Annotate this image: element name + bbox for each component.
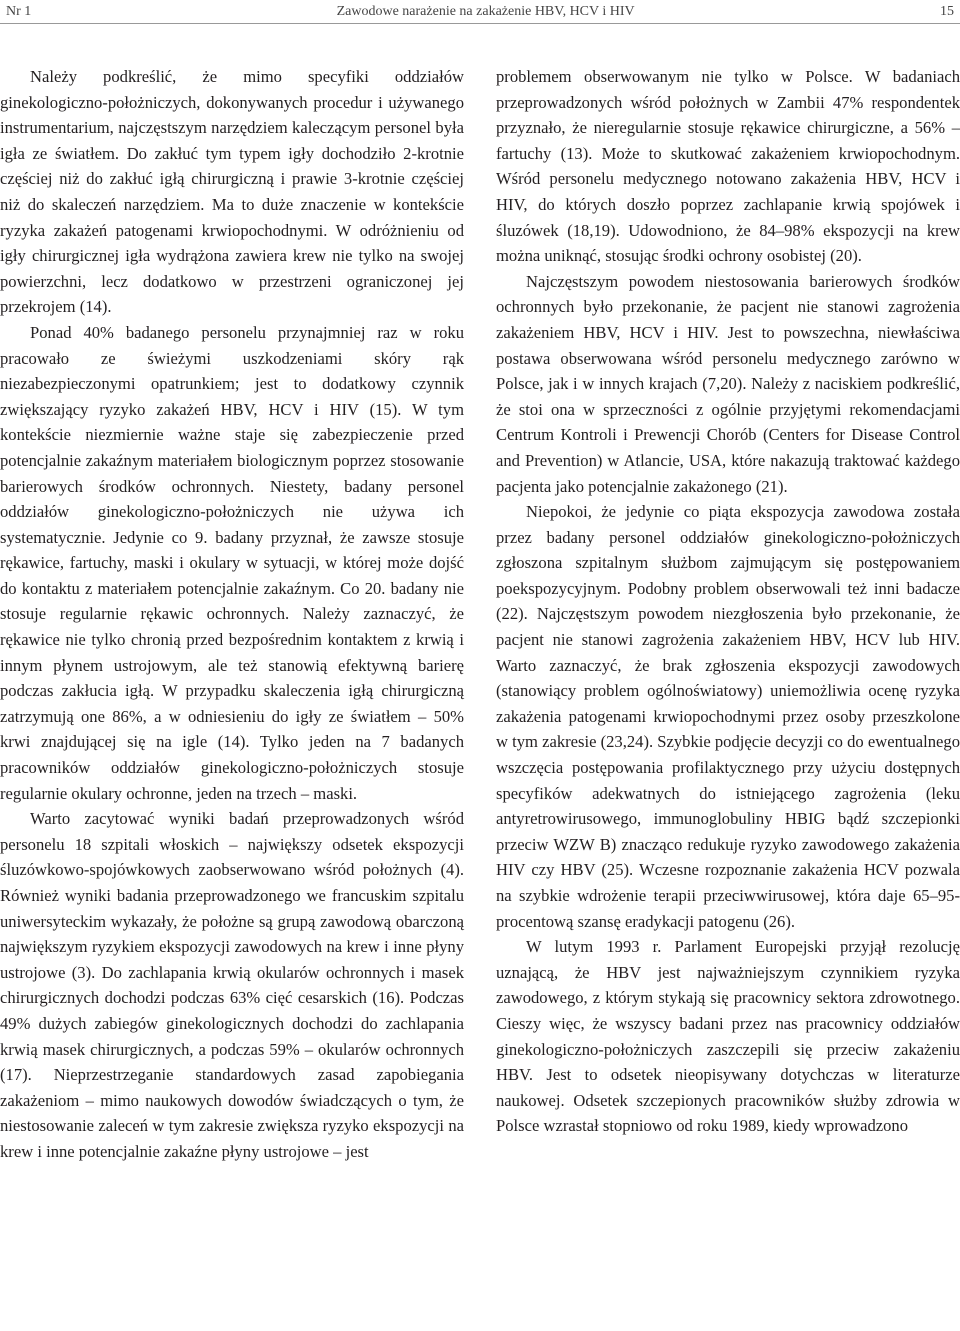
running-header [0, 0, 960, 24]
running-title: Zawodowe narażenie na zakażenie HBV, HCV i HIV [336, 3, 635, 19]
paragraph: Warto zacytować wyniki badań przeprowadzonych wśród personelu 18 szpitali włoskich – największy odsetek ekspozycji śluzówkowo-spojówkowych zaobserwowano wśród położnych (4). Również wyniki badania przeprowadzonego we francuskim szpitalu uniwersyteckim wykazały, że położne są grupą zawodową obarczoną największym ryzykiem ekspozycji zawodowych na krew i inne płyny ustrojowe (3). Do zachlapania krwią okularów ochronnych i masek chirurgicznych dochodzi podczas 63% cięć cesarskich (16). Podczas 49% dużych zabiegów ginekologicznych dochodzi do zachlapania krwią masek chirurgicznych, a podczas 59% – okularów ochronnych (17). Nieprzestrzeganie standardowych zasad zapobiegania zakażeniom – mimo naukowych dowodów świadczących o tym, że niestosowanie zaleceń w tym zakresie zwiększa ryzyko ekspozycji na krew i inne potencjalnie zakaźne płyny ustrojowe – jest [0, 809, 464, 1161]
paragraph: Najczęstszym powodem niestosowania barierowych środków ochronnych było przekonanie, że pacjent nie stanowi zagrożenia zakażeniem HBV, HCV i HIV. Jest to powszechna, niewłaściwa postawa obserwowana wśród personelu medycznego zarówno w Polsce, jak i w innych krajach (7,20). Należy z naciskiem podkreślić, że stoi ona w sprzeczności z ogólnie przyjętymi rekomendacjami Centrum Kontroli i Prewencji Chorób (Centers for Disease Control and Prevention) w Atlancie, USA, które nakazują traktować każdego pacjenta jako potencjalnie zakażonego (21). [496, 271, 960, 496]
paragraph: Należy podkreślić, że mimo specyfiki oddziałów ginekologiczno-położniczych, dokonywanych procedur i używanego instrumentarium, najczęstszym narzędziem kaleczącym personel była igła ze światłem. Do zakłuć tym typem igły dochodziło 2-krotnie częściej niż do zakłuć igłą chirurgiczną i prawie 3-krotnie częściej niż do skaleczeń narzędziem. Ma to duże znaczenie w kontekście ryzyka zakażeń patogenami krwiopochodnymi. W odróżnieniu od igły chirurgicznej igła wydrążona zawiera krew nie tylko na swojej powierzchni, lecz dodatkowo w przestrzeni ograniczonej jej przekrojem (14). [0, 67, 464, 317]
issue-number: Nr 1 [6, 3, 32, 19]
page-number: 15 [940, 3, 954, 19]
paragraph: Ponad 40% badanego personelu przynajmniej raz w roku pracowało ze świeżymi uszkodzeniami skóry rąk niezabezpieczonymi opatrunkiem; jest to dodatkowy czynnik zwiększający ryzyko zakażeń HBV, HCV i HIV (15). W tym kontekście niezmiernie ważne staje się zabezpieczenie przed potencjalnie zakaźnym materiałem biologicznym poprzez stosowanie barierowych środków ochronnych. Niestety, badany personel oddziałów ginekologiczno-położniczych nie używa ich systematycznie. Jedynie co 9. badany przyznał, że zawsze stosuje rękawice, fartuchy, maski i okulary w sytuacji, w której może dojść do kontaktu z materiałem potencjalnie zakaźnym. Co 20. badany nie stosuje regularnie rękawic ochronnych. Należy zaznaczyć, że rękawice nie tylko chronią przed bezpośrednim kontaktem z krwią i innym płynem ustrojowym, ale też stanowią efektywną barierę podczas zakłucia igłą. W przypadku skaleczenia igłą chirurgiczną zatrzymują one 86%, a w odniesieniu do igły ze światłem – 50% krwi znajdującej się na igle (14). Tylko jeden na 7 badanych pracowników oddziałów ginekologiczno-położniczych stosuje regularnie okulary ochronne, jeden na trzech – maski. [0, 322, 464, 803]
paragraph-continued: problemem obserwowanym nie tylko w Polsce. W badaniach przeprowadzonych wśród położnych w Zambii 47% respondentek przyznało, że nieregularnie stosuje rękawice chirurgiczne, a 56% – fartuchy (13). Może to skutkować zakażeniem krwiopochodnym. Wśród personelu medycznego notowano zakażenia HBV, HCV i HIV, do których doszło poprzez zachlapanie krwią spojówek i śluzówek (18,19). Udowodniono, że 84–98% ekspozycji na krew można uniknąć, stosując środki ochrony osobistej (20). [496, 67, 960, 266]
paragraph: Niepokoi, że jedynie co piąta ekspozycja zawodowa została przez badany personel oddziałów ginekologiczno-położniczych zgłoszona szpitalnym służbom zajmującym się postępowaniem poekspozycyjnym. Podobny problem obserwowali też inni badacze (22). Najczęstszym powodem niezgłoszenia było przekonanie, że pacjent nie stanowi zagrożenia zakażeniem HBV, HCV lub HIV. Warto zaznaczyć, że brak zgłoszenia ekspozycji zawodowych (stanowiący problem ogólnoświatowy) uniemożliwia ocenę ryzyka zakażenia patogenami krwiopochodnymi przez osoby przeszkolone w tym zakresie (23,24). Szybkie podjęcie decyzji co do ewentualnego wszczęcia postępowania profilaktycznego przy użyciu dostępnych specyfików adekwatnych do istniejącego zagrożenia (leku antyretrowirusowego, immunoglobuliny HBIG bądź szczepionki przeciw WZW B) znacząco redukuje ryzyko zawodowego zakażenia HIV czy HBV (25). Wczesne rozpoznanie zakażenia HCV pozwala na szybkie wdrożenie terapii przeciwwirusowej, która daje 65–95-procentową szansę eradykacji patogenu (26). [496, 502, 960, 931]
paragraph: W lutym 1993 r. Parlament Europejski przyjął rezolucję uznającą, że HBV jest najważniejszym czynnikiem ryzyka zawodowego, z którym stykają się pracownicy sektora zdrowotnego. Cieszy więc, że wszyscy badani przez nas pracownicy oddziałów ginekologiczno-położniczych zaszczepili się przeciw zakażeniu HBV. Jest to odsetek nieopisywany dotychczas w literaturze naukowej. Odsetek szczepionych pracowników służby zdrowia w Polsce wzrastał stopniowo od roku 1989, kiedy wprowadzono [496, 937, 960, 1136]
right-text-column [496, 64, 960, 1139]
left-text-column [0, 64, 464, 1165]
